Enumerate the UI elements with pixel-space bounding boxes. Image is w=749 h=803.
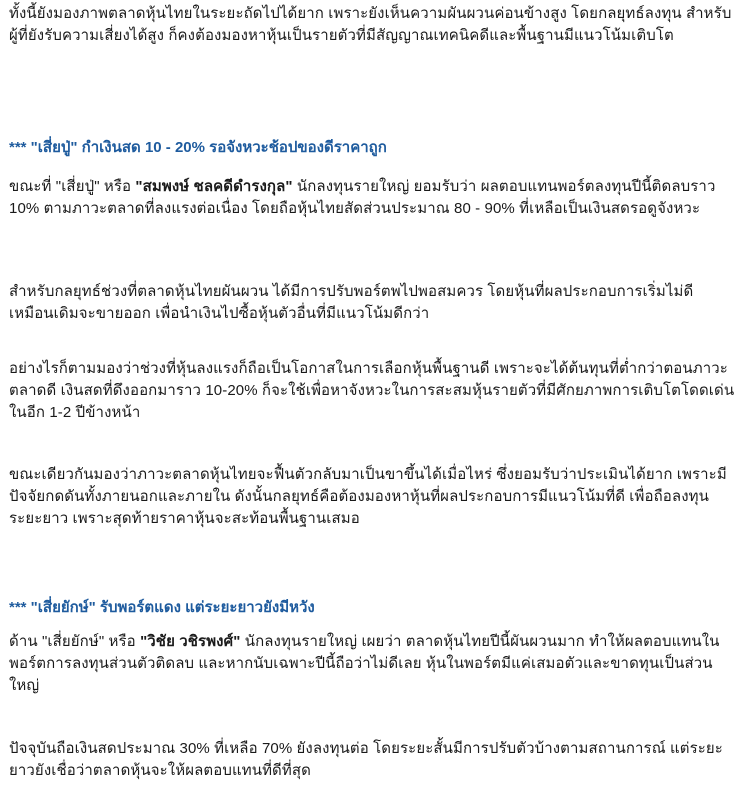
section1-paragraph-3: อย่างไรก็ตามมองว่าช่วงที่หุ้นลงแรงก็ถือเป็นโอกาสในการเลือกหุ้นพื้นฐานดี เพราะจะได้ต้นทุนที่ต่ำกว่าตอนภาวะตลาดดี เงินสดที่ดึงออกมาราว 10-20% ก็จะใช้เพื่อหาจังหวะในการสะสมหุ้นรายตัวที่มีศักยภาพการเติบโตโดดเด่นในอีก 1-2 ปีข้างหน้า bbox=[9, 360, 735, 421]
section2-paragraph-1 bbox=[9, 631, 735, 697]
section2-p1-lead: ด้าน "เสี่ยยักษ์" หรือ bbox=[9, 633, 141, 650]
section1-paragraph-4: ขณะเดียวกันมองว่าภาวะตลาดหุ้นไทยจะฟื้นตัวกลับมาเป็นขาขึ้นได้เมื่อไหร่ ซึ่งยอมรับว่าประเมินได้ยาก เพราะมีปัจจัยกดดันทั้งภายนอกและภายใน ดังนั้นกลยุทธ์คือต้องมองหาหุ้นที่ผลประกอบการมีแนวโน้มที่ดี เพื่อถือลงทุนระยะยาว เพราะสุดท้ายราคาหุ้นจะสะท้อนพื้นฐานเสมอ bbox=[9, 466, 727, 527]
section1-paragraph-1 bbox=[9, 176, 735, 220]
section2-paragraph-2: ปัจจุบันถือเงินสดประมาณ 30% ที่เหลือ 70% ยังลงทุนต่อ โดยระยะสั้นมีการปรับตัวบ้างตามสถานการณ์ แต่ระยะยาวยังเชื่อว่าตลาดหุ้นจะให้ผลตอบแทนที่ดีที่สุด bbox=[9, 740, 723, 779]
section-heading-sia-pu: *** "เสี่ยปู่" กำเงินสด 10 - 20% รอจังหวะช้อปของดีราคาถูก bbox=[9, 139, 387, 156]
section1-p1-body: นักลงทุนรายใหญ่ ยอมรับว่า ผลตอบแทนพอร์ตลงทุนปีนี้ติดลบราว 10% ตามภาวะตลาดที่ลงแรงต่อเนื่อง โดยถือหุ้นไทยสัดส่วนประมาณ 80 - 90% ที่เหลือเป็นเงินสดรอดูจังหวะ bbox=[9, 178, 716, 217]
investor-name-wichai: "วิชัย วชิรพงศ์" bbox=[140, 633, 241, 650]
section2-p1-body: นักลงทุนรายใหญ่ เผยว่า ตลาดหุ้นไทยปีนี้ผันผวนมาก ทำให้ผลตอบแทนในพอร์ตการลงทุนส่วนตัวติดลบ และหากนับเฉพาะปีนี้ถือว่าไม่ดีเลย หุ้นในพอร์ตมีแค่เสมอตัวและขาดทุนเป็นส่วนใหญ่ bbox=[9, 633, 720, 694]
intro-paragraph: ทั้งนี้ยังมองภาพตลาดหุ้นไทยในระยะถัดไปได้ยาก เพราะยังเห็นความผันผวนค่อนข้างสูง โดยกลยุทธ์ลงทุน สำหรับผู้ที่ยังรับความเสี่ยงได้สูง ก็คงต้องมองหาหุ้นเป็นรายตัวที่มีสัญญาณเทคนิคดีและพื้นฐานมีแนวโน้มเติบโต bbox=[9, 5, 732, 44]
section1-p1-lead: ขณะที่ "เสี่ยปู่" หรือ bbox=[9, 178, 136, 195]
investor-name-sompong: "สมพงษ์ ชลคดีดำรงกุล" bbox=[135, 178, 293, 195]
section1-paragraph-2: สำหรับกลยุทธ์ช่วงที่ตลาดหุ้นไทยผันผวน ได้มีการปรับพอร์ตพไปพอสมควร โดยหุ้นที่ผลประกอบการเริ่มไม่ดีเหมือนเดิมจะขายออก เพื่อนำเงินไปซื้อหุ้นตัวอื่นที่มีแนวโน้มดีกว่า bbox=[9, 283, 694, 322]
section-heading-sia-yak: *** "เสี่ยยักษ์" รับพอร์ตแดง แต่ระยะยาวยังมีหวัง bbox=[9, 599, 315, 616]
